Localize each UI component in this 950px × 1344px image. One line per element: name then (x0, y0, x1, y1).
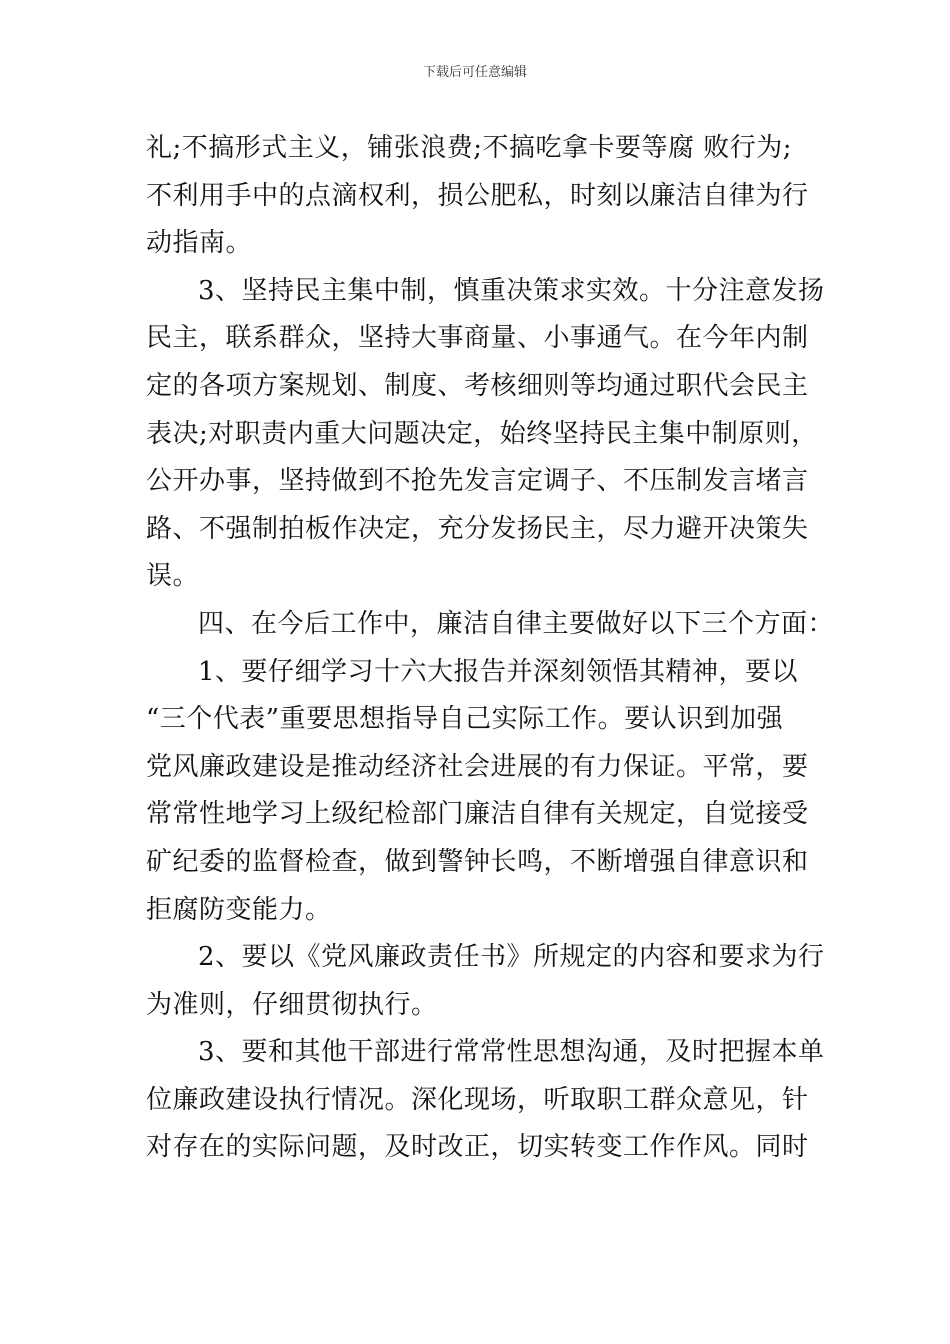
text-line: 为准则，仔细贯彻执行。 (146, 989, 438, 1020)
text-line: 常常性地学习上级纪检部门廉洁自律有关规定，自觉接受 (146, 799, 809, 830)
text-line: 1、要仔细学习十六大报告并深刻领悟其精神，要以 (198, 656, 799, 687)
text-line: 动指南。 (146, 228, 253, 259)
text-line: 对存在的实际问题，及时改正，切实转变工作作风。同时 (146, 1132, 809, 1163)
text-line: 误。 (146, 561, 200, 592)
text-line: 3、要和其他干部进行常常性思想沟通，及时把握本单 (198, 1037, 825, 1068)
text-line: 矿纪委的监督检查，做到警钟长鸣，不断增强自律意识和 (146, 846, 809, 877)
page-header: 下载后可任意编辑 (422, 65, 527, 80)
text-line: 四、在今后工作中，廉洁自律主要做好以下三个方面： (198, 608, 835, 639)
text-line: “三个代表”重要思想指导自己实际工作。要认识到加强 (146, 704, 784, 735)
text-line: 拒腐防变能力。 (146, 894, 332, 925)
text-line: 2、要以《党风廉政责任书》所规定的内容和要求为行 (198, 942, 825, 973)
text-line: 公开办事，坚持做到不抢先发言定调子、不压制发言堵言 (146, 466, 809, 497)
text-line: 表决;对职责内重大问题决定，始终坚持民主集中制原则， (146, 418, 818, 449)
text-line: 党风廉政建设是推动经济社会进展的有力保证。平常，要 (146, 751, 809, 782)
text-line: 民主，联系群众，坚持大事商量、小事通气。在今年内制 (146, 323, 809, 354)
text-line: 不利用手中的点滴权利，损公肥私，时刻以廉洁自律为行 (146, 180, 809, 211)
text-line: 礼;不搞形式主义，铺张浪费;不搞吃拿卡要等腐 败行为; (146, 133, 793, 163)
text-line: 3、坚持民主集中制，慎重决策求实效。十分注意发扬 (198, 275, 825, 306)
text-line: 位廉政建设执行情况。深化现场，听取职工群众意见，针 (146, 1084, 809, 1115)
text-line: 定的各项方案规划、制度、考核细则等均通过职代会民主 (146, 370, 809, 401)
text-line: 路、不强制拍板作决定，充分发扬民主，尽力避开决策失 (146, 513, 809, 544)
document-body (146, 125, 835, 1172)
